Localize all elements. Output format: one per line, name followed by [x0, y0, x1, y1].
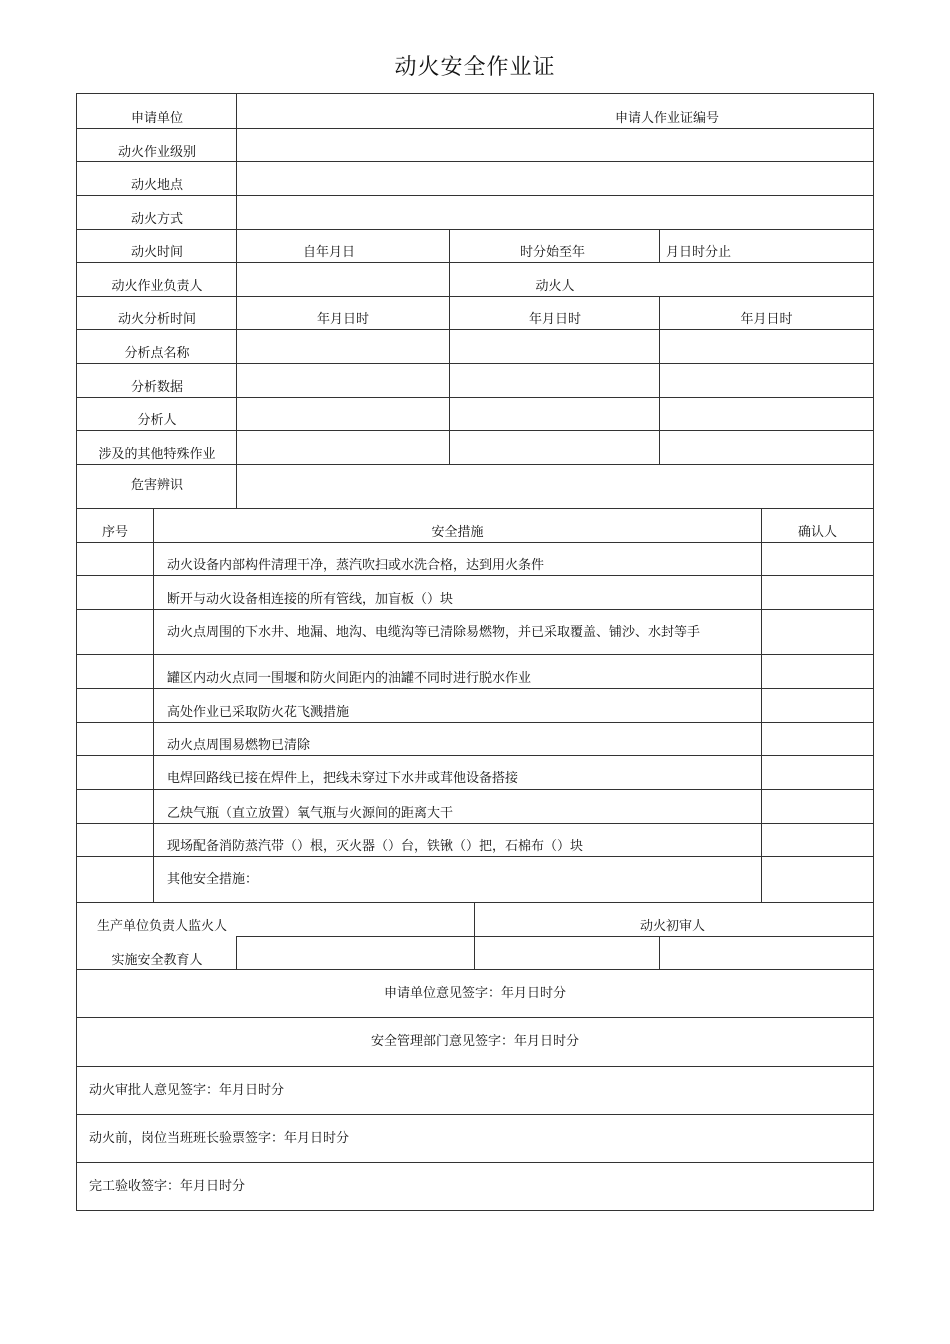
work-level-label: 动火作业级别: [117, 145, 196, 160]
hazard-label: 危害辨识: [130, 478, 183, 493]
measure-item-4: 罐区内动火点同一围堰和防火间距内的油罐不同时进行脱水作业: [167, 671, 532, 686]
measure-item-6: 动火点周围易燃物已清除: [167, 738, 311, 753]
analysis-time-3: 年月日时: [740, 312, 793, 327]
analysis-time-label: 动火分析时间: [117, 312, 196, 327]
analysis-point-label: 分析点名称: [124, 346, 190, 361]
measure-item-5: 高处作业已采取防火花飞溅措施: [167, 705, 350, 720]
measure-item-10: 其他安全措施：: [167, 872, 259, 887]
supervisor-label: 生产单位负责人监火人: [97, 919, 228, 934]
analysis-time-1: 年月日时: [316, 312, 369, 327]
safety-dept-sign-text: 安全管理部门意见签字：年月日时分: [370, 1034, 579, 1049]
apply-unit-label: 申请单位: [130, 111, 183, 126]
shift-leader-sign-text: 动火前，岗位当班班长验票签字：年月日时分: [89, 1131, 350, 1146]
form-title: 动火安全作业证: [394, 55, 556, 80]
measure-item-8: 乙炔气瓶（直立放置）氧气瓶与火源间的距离大干: [167, 806, 454, 821]
measure-item-2: 断开与动火设备相连接的所有管线，加盲板（）块: [167, 592, 454, 607]
completion-sign-text: 完工验收签字：年月日时分: [89, 1179, 246, 1194]
approver-sign-text: 动火审批人意见签字：年月日时分: [89, 1083, 285, 1098]
operator-label: 动火人: [535, 279, 575, 294]
initial-reviewer-label: 动火初审人: [640, 919, 706, 934]
other-special-label: 涉及的其他特殊作业: [98, 447, 216, 462]
time-from-text: 自年月日: [303, 245, 356, 260]
measure-item-9: 现场配备消防蒸汽带（）根，灭火器（）台，铁锹（）把，石棉布（）块: [167, 839, 584, 854]
educator-label: 实施安全教育人: [111, 953, 203, 968]
applicant-id-label: 申请人作业证编号: [615, 111, 720, 126]
location-label: 动火地点: [130, 178, 183, 193]
confirm-header: 确认人: [797, 525, 837, 540]
leader-label: 动火作业负责人: [111, 279, 203, 294]
unit-sign-text: 申请单位意见签字：年月日时分: [383, 986, 566, 1001]
hot-work-permit-form: [76, 93, 874, 1211]
time-label: 动火时间: [130, 245, 183, 260]
time-end-text: 月日时分止: [666, 245, 732, 260]
measures-no-header: 序号: [101, 525, 128, 540]
time-mid-text: 时分始至年: [520, 245, 586, 260]
measure-item-7: 电焊回路线已接在焊件上，把线未穿过下水井或茸他设备搭接: [167, 771, 519, 786]
measures-header: 安全措施: [431, 525, 484, 540]
method-label: 动火方式: [130, 212, 183, 227]
measure-item-3: 动火点周围的下水井、地漏、地沟、电缆沟等已清除易燃物，并已采取覆盖、铺沙、水封等手: [167, 625, 701, 640]
measure-item-1: 动火设备内部构件清理干净，蒸汽吹扫或水洗合格，达到用火条件: [167, 558, 545, 573]
analyst-label: 分析人: [137, 413, 177, 428]
analysis-data-label: 分析数据: [130, 380, 183, 395]
analysis-time-2: 年月日时: [528, 312, 581, 327]
